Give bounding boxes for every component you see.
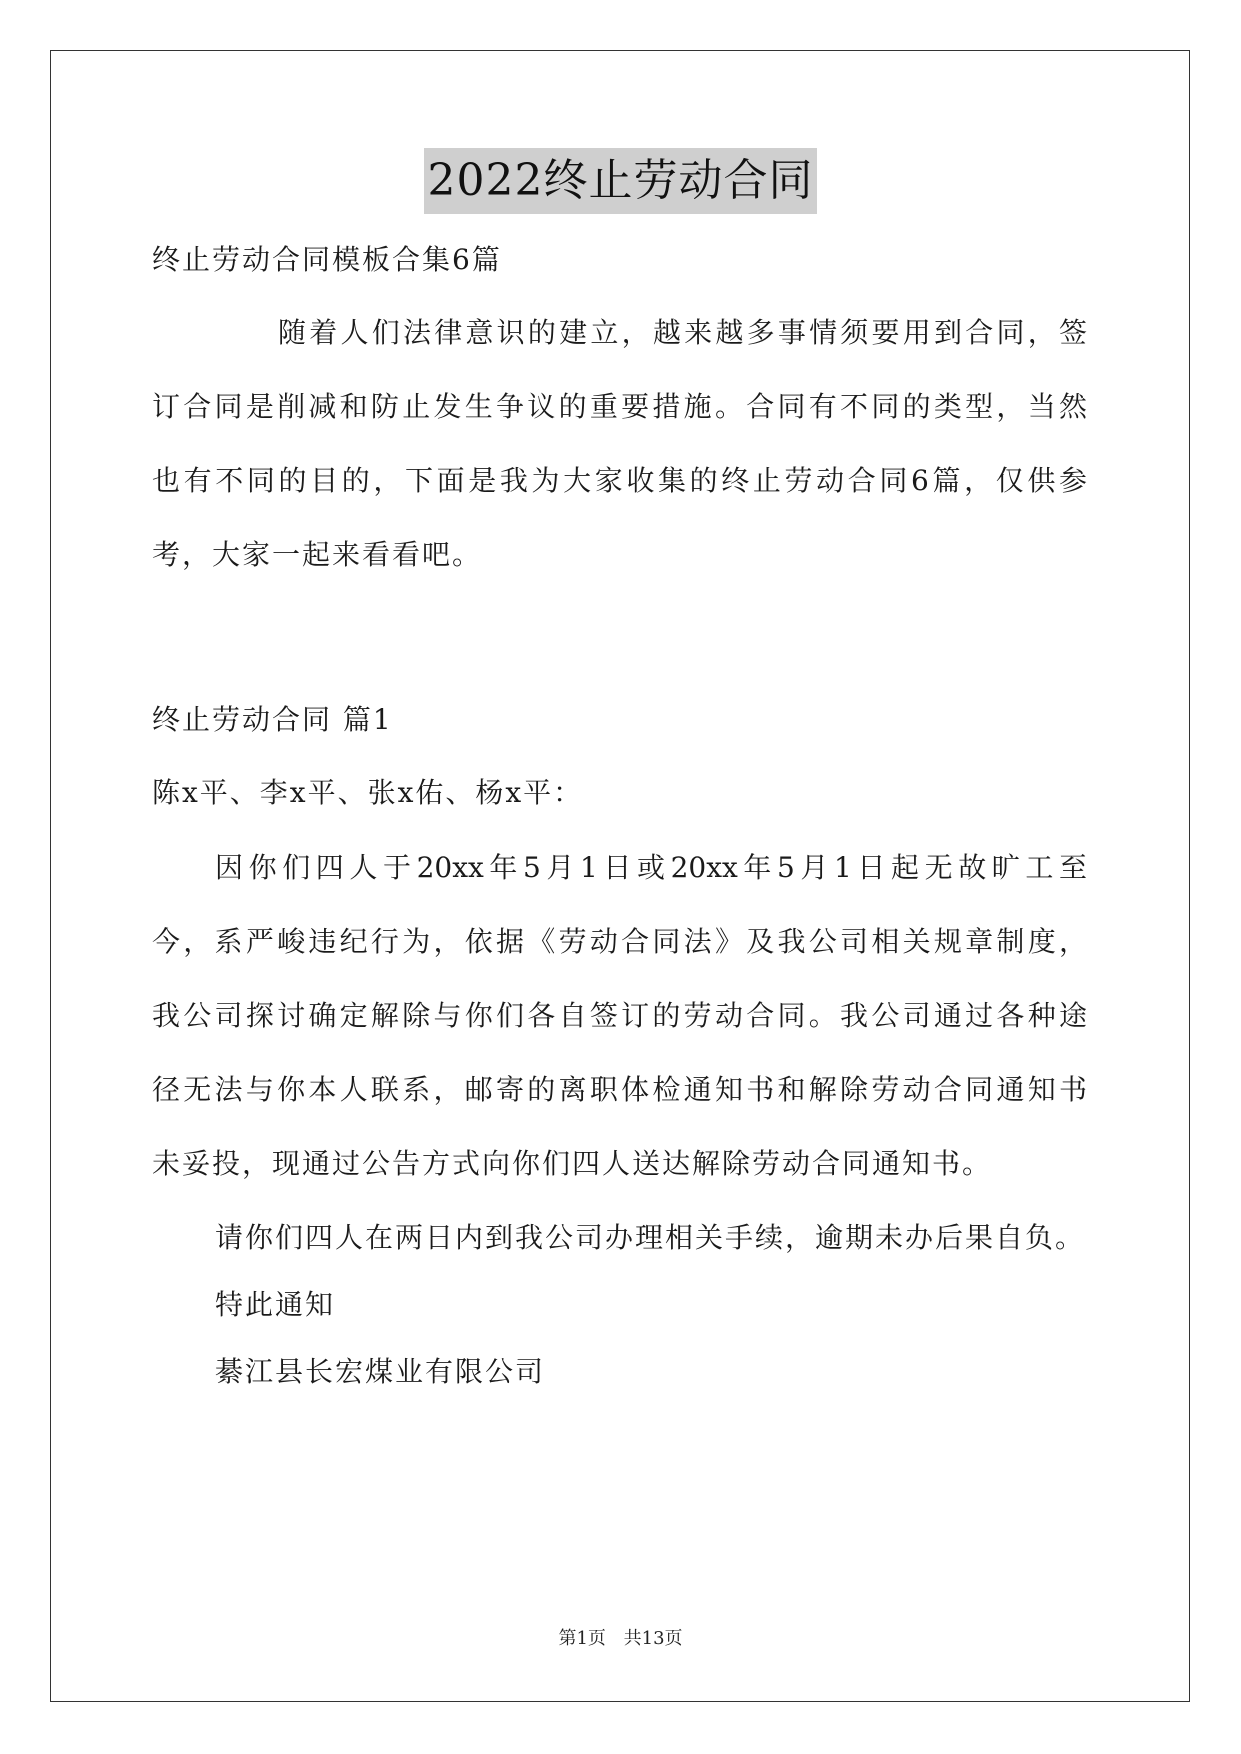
page-total: 共13页 <box>623 1628 683 1649</box>
intro-line-3: 也有不同的目的，下面是我为大家收集的终止劳动合同6篇，仅供参 <box>152 464 1087 497</box>
body-line-5: 未妥投，现通过公告方式向你们四人送达解除劳动合同通知书。 <box>152 1147 993 1180</box>
body-line-3: 我公司探讨确定解除与你们各自签订的劳动合同。我公司通过各种途 <box>152 999 1087 1032</box>
company-name: 綦江县长宏煤业有限公司 <box>215 1355 546 1388</box>
intro-line-2: 订合同是削减和防止发生争议的重要措施。合同有不同的类型，当然 <box>152 390 1087 423</box>
intro-line-1: 随着人们法律意识的建立，越来越多事情须要用到合同，签 <box>278 316 1087 349</box>
body-line-1: 因你们四人于20xx年5月1日或20xx年5月1日起无故旷工至 <box>215 851 1087 884</box>
salutation: 陈x平、李x平、张x佑、杨x平： <box>152 776 584 809</box>
document-title: 2022终止劳动合同 <box>424 148 818 214</box>
page-number: 第1页 <box>558 1628 606 1649</box>
title-block <box>0 148 1241 214</box>
page-footer <box>0 1627 1241 1651</box>
body-line-2: 今，系严峻违纪行为，依据《劳动合同法》及我公司相关规章制度， <box>152 925 1087 958</box>
closing-line: 特此通知 <box>215 1288 336 1321</box>
notice-line: 请你们四人在两日内到我公司办理相关手续，逾期未办后果自负。 <box>215 1221 1086 1254</box>
body-line-4: 径无法与你本人联系，邮寄的离职体检通知书和解除劳动合同通知书 <box>152 1073 1087 1106</box>
intro-line-4: 考，大家一起来看看吧。 <box>152 538 483 571</box>
section-heading: 终止劳动合同 篇1 <box>152 703 393 736</box>
document-subtitle: 终止劳动合同模板合集6篇 <box>152 243 502 276</box>
